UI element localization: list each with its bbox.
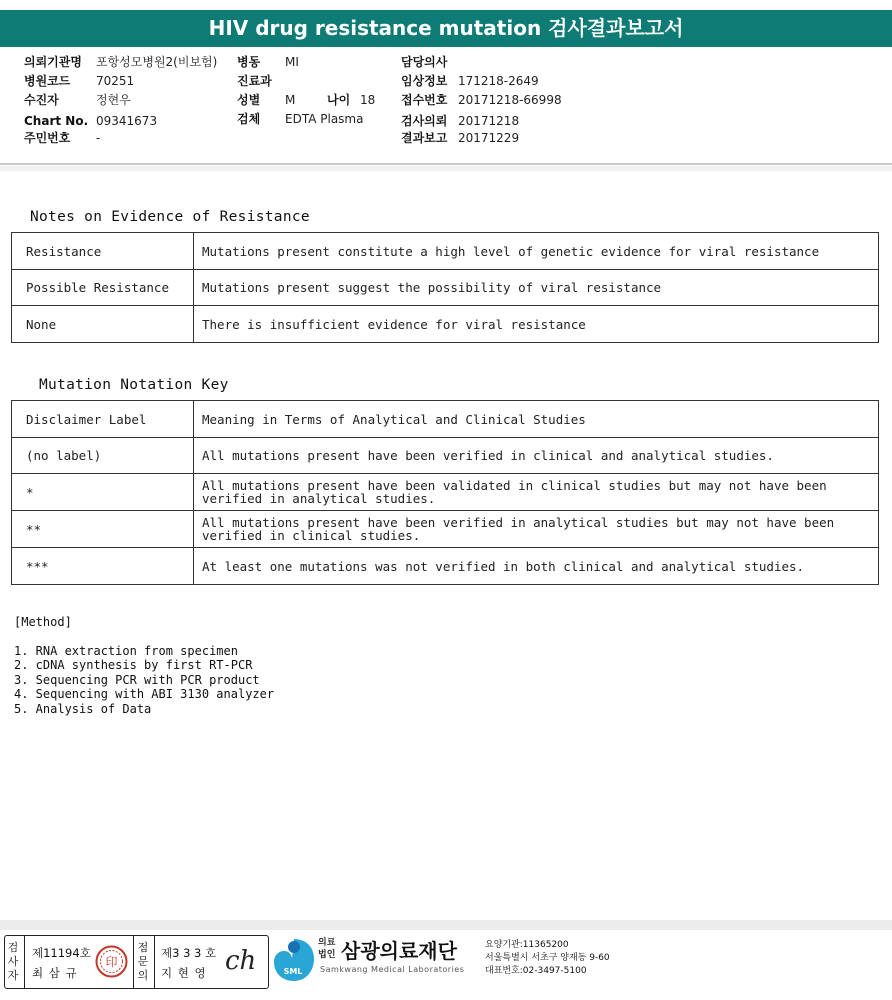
label-char: 사: [7, 955, 19, 968]
notation-desc: Meaning in Terms of Analytical and Clinical Studies: [194, 401, 879, 438]
table-row: [12, 233, 879, 270]
notation-term: (no label): [12, 438, 194, 474]
evidence-desc: Mutations present constitute a high level of genetic evidence for viral resistance: [194, 233, 879, 270]
info-label: 검체: [237, 112, 261, 126]
info-label: 검사의뢰: [401, 114, 448, 128]
method-step: 2. cDNA synthesis by first RT-PCR: [14, 658, 253, 673]
info-label: 의뢰기관명: [24, 55, 82, 69]
evidence-term: None: [12, 306, 194, 343]
org-info: [485, 939, 610, 978]
evidence-section-title: Notes on Evidence of Resistance: [30, 209, 310, 225]
examiner-name: 최 삼 규: [32, 966, 78, 980]
reviewer-label: [136, 942, 150, 981]
info-value: M: [285, 93, 296, 107]
info-value: MI: [285, 55, 299, 69]
info-label: 수진자: [24, 93, 59, 107]
svg-text:SML: SML: [283, 967, 303, 976]
method-title: [Method]: [14, 615, 72, 629]
evidence-term: Possible Resistance: [12, 270, 194, 306]
info-specimen: [237, 110, 363, 129]
info-value: 20171229: [458, 131, 520, 145]
divider-shade: [0, 166, 892, 171]
info-label: 접수번호: [401, 93, 448, 107]
info-label: 주민번호: [24, 131, 71, 145]
label-char: 의: [137, 969, 149, 982]
info-receipt-no: [401, 91, 562, 110]
info-value: EDTA Plasma: [285, 112, 364, 126]
method-step: 4. Sequencing with ABI 3130 analyzer: [14, 687, 275, 702]
table-row: [12, 438, 879, 474]
divider: [0, 163, 892, 165]
info-value: -: [96, 131, 101, 145]
org-info-line: 대표번호:02-3497-5100: [485, 966, 587, 976]
evidence-desc: Mutations present suggest the possibility of viral resistance: [194, 270, 879, 306]
method-step: 3. Sequencing PCR with PCR product: [14, 672, 260, 687]
examiner-license: 제11194호: [32, 946, 91, 960]
label-char: 검: [7, 941, 19, 954]
org-prefix-bottom: 법인: [318, 950, 336, 960]
notation-term: ***: [12, 548, 194, 585]
evidence-table: [11, 232, 879, 343]
info-clinical-info: [401, 72, 539, 91]
info-value: 70251: [96, 74, 135, 88]
info-physician: [401, 53, 458, 72]
signature-icon: ch: [225, 946, 257, 976]
divider: [154, 936, 155, 988]
info-value: 20171218: [458, 114, 520, 128]
svg-text:印: 印: [105, 955, 118, 969]
org-info-line: 서울특별시 서초구 양재동 9-60: [485, 953, 610, 963]
divider: [24, 936, 25, 988]
notation-desc: At least one mutations was not verified in both clinical and analytical studies.: [194, 548, 879, 585]
examiner-label: [6, 942, 20, 981]
org-name-en: Samkwang Medical Laboratories: [320, 965, 465, 974]
table-row: [12, 270, 879, 306]
method-section: [14, 615, 274, 717]
info-label: 병원코드: [24, 74, 71, 88]
notation-desc: All mutations present have been validated in clinical studies but may not have been verified in analytical studies.: [194, 474, 879, 511]
signature-box: [4, 935, 269, 989]
evidence-desc: There is insufficient evidence for viral resistance: [194, 306, 879, 343]
info-hospital-code: [24, 72, 134, 91]
footer-bar: [0, 920, 892, 930]
label-char: 문: [137, 955, 149, 968]
label-char: 자: [7, 969, 19, 982]
notation-term: **: [12, 511, 194, 548]
divider: [133, 936, 134, 988]
info-value: 포항성모병원2(비보험): [96, 55, 218, 69]
info-value: 171218-2649: [458, 74, 539, 88]
org-prefix-top: 의료: [318, 938, 336, 948]
info-resident-no: [24, 129, 100, 148]
info-label: 진료과: [237, 74, 272, 88]
table-row: [12, 548, 879, 585]
info-label: 성별: [237, 93, 261, 107]
reviewer-name: 지 현 영: [161, 966, 207, 980]
sml-logo-icon: [272, 937, 316, 983]
report-title: HIV drug resistance mutation 검사결과보고서: [0, 10, 892, 47]
org-info-line: 요양기관:11365200: [485, 940, 569, 950]
label-char: 점: [137, 941, 149, 954]
table-row: [12, 511, 879, 548]
info-requesting-institution: [24, 53, 217, 72]
info-result-report: [401, 129, 519, 148]
table-row: [12, 474, 879, 511]
table-row: [12, 306, 879, 343]
info-value: 09341673: [96, 114, 158, 128]
seal-icon: [95, 945, 128, 978]
info-label: 결과보고: [401, 131, 448, 145]
org-name: 삼광의료재단: [341, 939, 457, 963]
info-ward: [237, 53, 299, 72]
info-label: 임상정보: [401, 74, 448, 88]
info-patient-name: [24, 91, 131, 110]
notation-desc: All mutations present have been verified in analytical studies but may not have been verified in clinical studies.: [194, 511, 879, 548]
info-label-age: 나이: [327, 93, 351, 107]
info-label: 병동: [237, 55, 261, 69]
info-value: 정현우: [96, 93, 131, 107]
info-label: Chart No.: [24, 114, 89, 128]
info-department: [237, 72, 285, 91]
notation-table: [11, 400, 879, 585]
table-row: [12, 401, 879, 438]
notation-term: *: [12, 474, 194, 511]
info-sex: [237, 91, 375, 110]
info-value-age: 18: [360, 93, 376, 107]
info-value: 20171218-66998: [458, 93, 562, 107]
method-step: 1. RNA extraction from specimen: [14, 643, 238, 658]
info-label: 담당의사: [401, 55, 448, 69]
reviewer-license: 제3 3 3 호: [161, 946, 217, 960]
org-prefix: [318, 938, 335, 960]
notation-term: Disclaimer Label: [12, 401, 194, 438]
notation-desc: All mutations present have been verified in clinical and analytical studies.: [194, 438, 879, 474]
method-step: 5. Analysis of Data: [14, 701, 152, 716]
evidence-term: Resistance: [12, 233, 194, 270]
notation-section-title: Mutation Notation Key: [39, 377, 229, 393]
